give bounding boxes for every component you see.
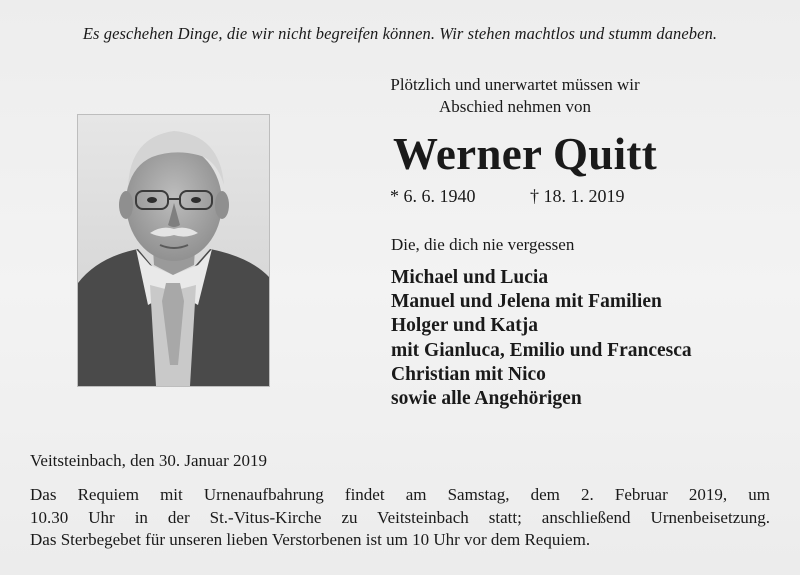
intro-text <box>330 74 700 118</box>
place-and-date: Veitsteinbach, den 30. Januar 2019 <box>30 451 267 470</box>
mourner-entry: Christian mit Nico <box>391 363 546 385</box>
notice-line: Das Requiem mit Urnenaufbahrung findet am Samstag, dem 2. Februar 2019, um <box>30 485 770 504</box>
mourner-entry: mit Gianluca, Emilio und Francesca <box>391 339 692 361</box>
birth-date: * 6. 6. 1940 <box>390 186 476 206</box>
mourner-entry: Manuel und Jelena mit Familien <box>391 291 662 313</box>
mourner-entry: Michael und Lucia <box>391 267 549 288</box>
mourners-list <box>391 266 692 411</box>
death-date: † 18. 1. 2019 <box>530 186 625 206</box>
service-notice <box>30 484 770 552</box>
motto: Es geschehen Dinge, die wir nicht begreifen können. Wir stehen machtlos und stumm daneben. <box>82 24 718 43</box>
mourner-entry: sowie alle Angehörigen <box>391 388 582 410</box>
portrait-photo <box>77 114 270 387</box>
portrait-image <box>78 115 269 386</box>
notice-line: 10.30 Uhr in der St.-Vitus-Kirche zu Veitsteinbach statt; anschließend Urnenbeisetzung. <box>30 507 770 527</box>
intro-line-2: Abschied nehmen von <box>438 97 592 116</box>
mourners-intro: Die, die dich nie vergessen <box>391 235 575 254</box>
deceased-name: Werner Quitt <box>393 129 657 179</box>
mourner-entry: Holger und Katja <box>391 315 538 337</box>
intro-line-1: Plötzlich und unerwartet müssen wir <box>390 75 640 94</box>
notice-line: Das Sterbegebet für unseren lieben Verstorbenen ist um 10 Uhr vor dem Requiem. <box>30 530 591 549</box>
